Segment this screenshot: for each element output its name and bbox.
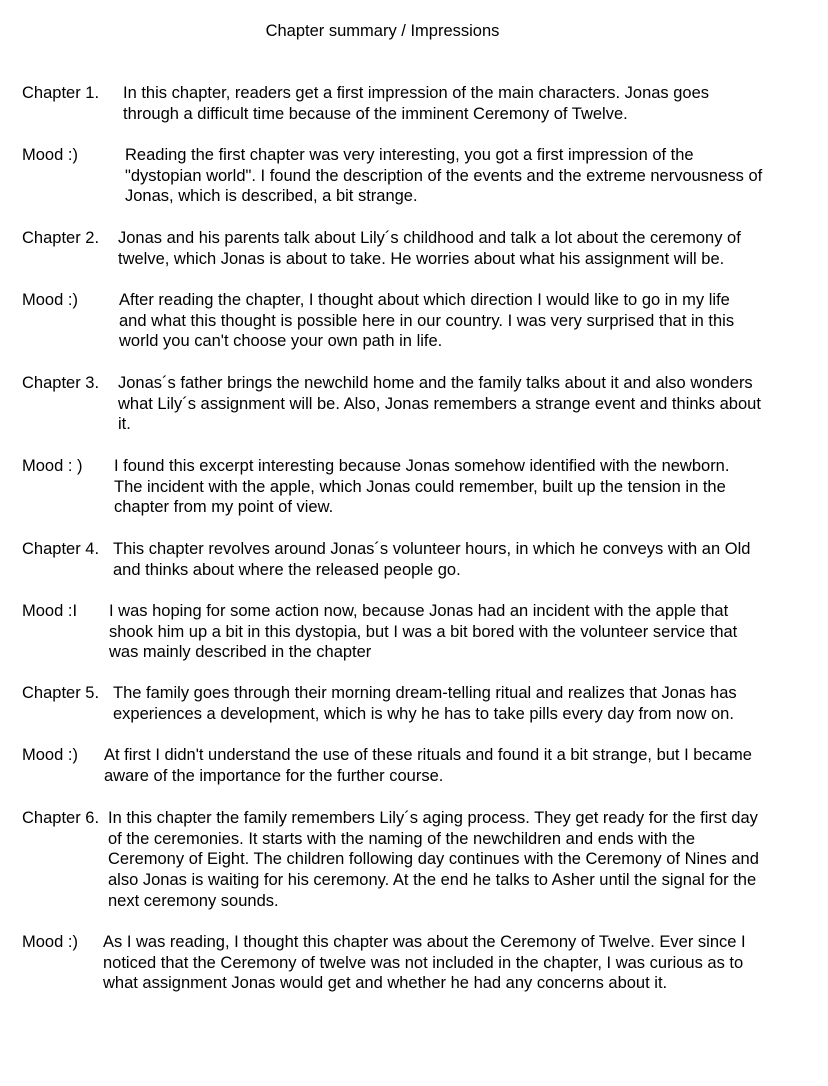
chapter-1-mood xyxy=(22,145,810,207)
chapter-2-mood xyxy=(22,290,810,352)
entry-line: aware of the importance for the further course. xyxy=(104,766,444,785)
chapter-4-mood xyxy=(22,601,810,663)
chapter-2-summary xyxy=(22,228,810,269)
entry-line: of the ceremonies. It starts with the naming of the newchildren and ends with the xyxy=(108,829,695,848)
entry-line: chapter from my point of view. xyxy=(114,498,334,517)
entry-line: world you can't choose your own path in life. xyxy=(119,332,443,351)
entry-line: "dystopian world". I found the description of the events and the extreme nervousness of xyxy=(125,166,763,185)
chapter-3-mood xyxy=(22,456,810,518)
entry-label: Chapter 4. xyxy=(22,540,100,558)
entry-line: twelve, which Jonas is about to take. He worries about what his assignment will be. xyxy=(118,249,725,268)
chapter-3-summary xyxy=(22,373,810,435)
entry-line: Jonas and his parents talk about Lily´s childhood and talk a lot about the ceremony of xyxy=(118,229,741,247)
chapter-1-summary xyxy=(22,83,810,124)
entry-label: Mood :) xyxy=(22,291,78,309)
entry-line: In this chapter the family remembers Lily´s aging process. They get ready for the first day xyxy=(108,809,758,827)
entry-line: through a difficult time because of the imminent Ceremony of Twelve. xyxy=(123,104,628,123)
entry-line: As I was reading, I thought this chapter was about the Ceremony of Twelve. Ever since I xyxy=(103,933,746,951)
entry-line: shook him up a bit in this dystopia, but I was a bit bored with the volunteer service that xyxy=(109,622,738,641)
entry-line: Reading the first chapter was very interesting, you got a first impression of the xyxy=(125,146,694,164)
chapter-6-mood xyxy=(22,932,810,994)
entry-line: Jonas´s father brings the newchild home and the family talks about it and also wonders xyxy=(118,374,753,392)
chapter-5-summary xyxy=(22,683,810,724)
entry-label: Mood :I xyxy=(22,602,78,620)
entry-line: The family goes through their morning dream-telling ritual and realizes that Jonas has xyxy=(113,684,737,702)
entry-line: next ceremony sounds. xyxy=(108,891,279,910)
entry-line: I was hoping for some action now, because Jonas had an incident with the apple that xyxy=(109,602,729,620)
entry-line: and thinks about where the released people go. xyxy=(113,560,461,579)
entry-label: Mood :) xyxy=(22,146,78,164)
entry-line: also Jonas is waiting for his ceremony. At the end he talks to Asher until the signal for the xyxy=(108,871,757,890)
entry-label: Chapter 3. xyxy=(22,374,100,392)
entry-label: Chapter 2. xyxy=(22,229,100,247)
entry-line: Ceremony of Eight. The children following day continues with the Ceremony of Nines and xyxy=(108,850,759,869)
chapter-6-summary xyxy=(22,808,810,912)
entry-line: and what this thought is possible here in our country. I was very surprised that in this xyxy=(119,311,735,330)
entry-line: was mainly described in the chapter xyxy=(109,643,372,662)
entry-label: Mood :) xyxy=(22,746,78,764)
entry-line: I found this excerpt interesting because Jonas somehow identified with the newborn. xyxy=(114,457,730,475)
entry-label: Chapter 5. xyxy=(22,684,100,702)
entry-line: experiences a development, which is why he has to take pills every day from now on. xyxy=(113,704,734,723)
entry-line: In this chapter, readers get a first impression of the main characters. Jonas goes xyxy=(123,84,710,102)
entry-label: Chapter 1. xyxy=(22,84,100,102)
entry-line: noticed that the Ceremony of twelve was not included in the chapter, I was curious as to xyxy=(103,953,744,972)
entry-line: At first I didn't understand the use of these rituals and found it a bit strange, but I became xyxy=(104,746,752,764)
entry-line: it. xyxy=(118,415,131,434)
entry-label: Mood : ) xyxy=(22,457,83,475)
entry-line: This chapter revolves around Jonas´s volunteer hours, in which he conveys with an Old xyxy=(113,540,751,558)
entry-line: The incident with the apple, which Jonas could remember, built up the tension in the xyxy=(114,477,726,496)
entry-line: what Lily´s assignment will be. Also, Jonas remembers a strange event and thinks about xyxy=(118,394,761,413)
page-title: Chapter summary / Impressions xyxy=(265,22,500,40)
chapter-4-summary xyxy=(22,539,810,580)
entry-line: After reading the chapter, I thought about which direction I would like to go in my life xyxy=(119,291,730,309)
entry-label: Mood :) xyxy=(22,933,78,951)
entry-line: Jonas, which is described, a bit strange. xyxy=(125,187,418,206)
entry-line: what assignment Jonas would get and whether he had any concerns about it. xyxy=(103,974,668,993)
chapter-5-mood xyxy=(22,745,810,786)
entry-label: Chapter 6. xyxy=(22,809,100,827)
